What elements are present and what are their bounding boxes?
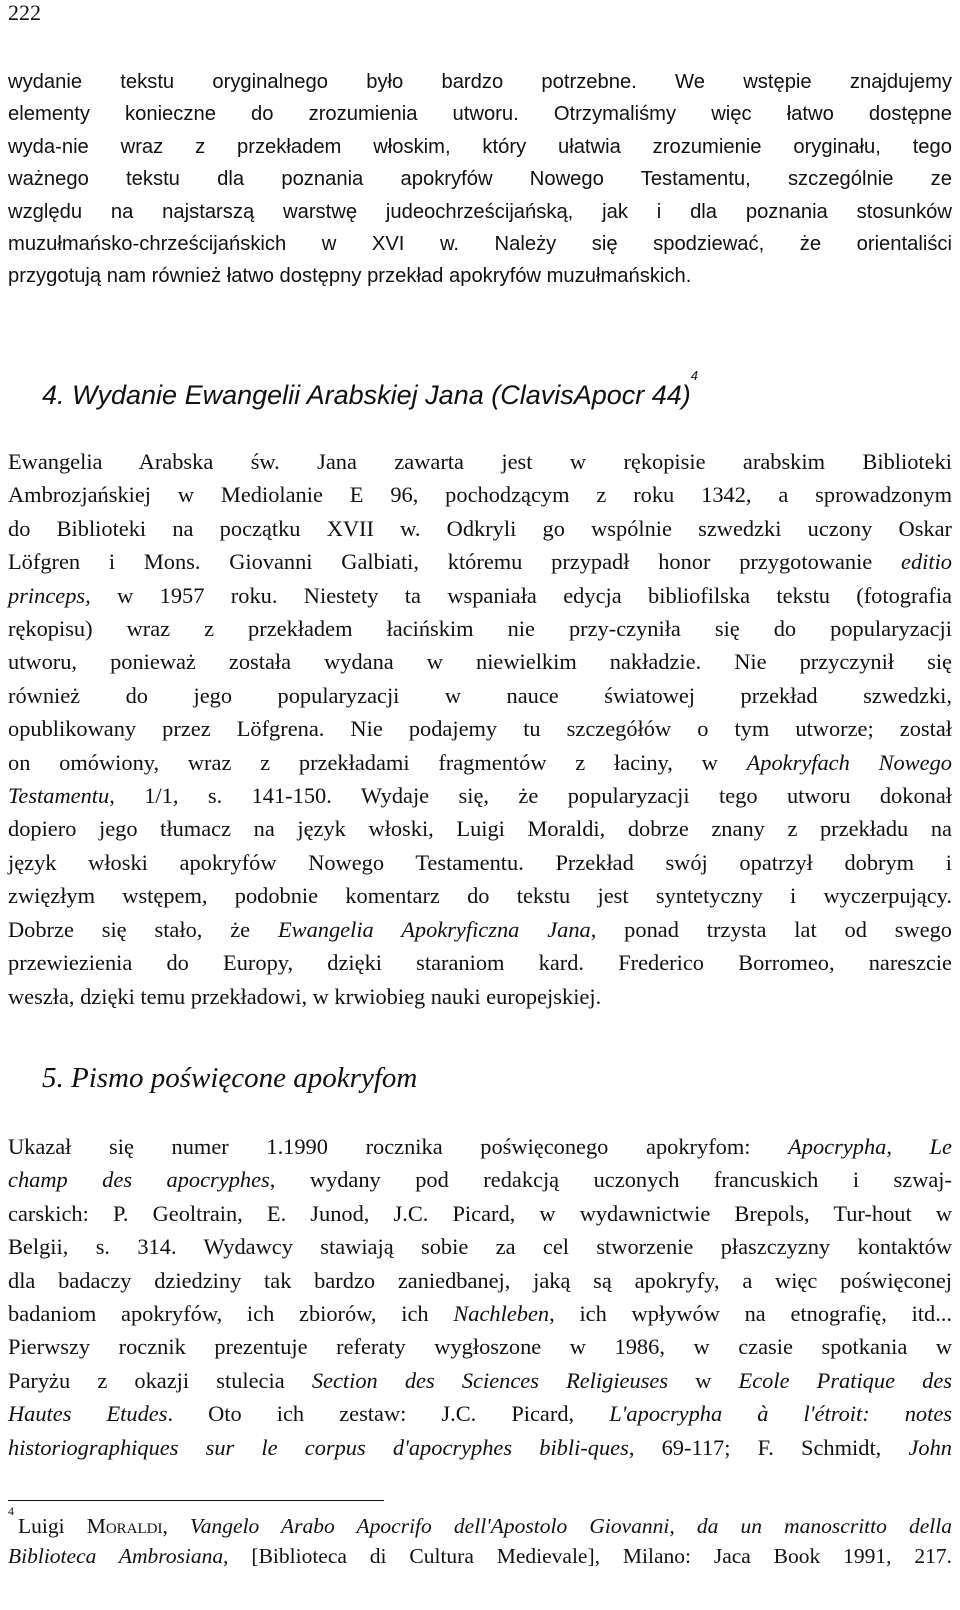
text-line: muzułmańsko-chrześcijańskich w XVI w. Należy się spodziewać, że orientaliści	[8, 233, 952, 256]
text-line	[8, 913, 952, 946]
italic-run: Nachleben	[453, 1301, 550, 1327]
italic-run: Testamentu	[8, 783, 110, 809]
text-run: Ukazał się numer 1.1990 rocznika poświęconego apokryfom:	[8, 1134, 789, 1159]
text-run: , wydany pod redakcją uczonych francuskich i szwaj-	[269, 1167, 952, 1193]
text-line: wyda-nie wraz z przekładem włoskim, który ułatwia zrozumienie oryginału, tego	[8, 135, 952, 158]
text-line	[8, 1364, 952, 1397]
text-run: on omówiony, wraz z przekładami fragmentów z łaciny, w	[8, 749, 747, 775]
text-line	[8, 579, 952, 612]
text-line: rękopisu) wraz z przekładem łacińskim nie przy-czyniła się do popularyzacji	[8, 616, 952, 642]
text-line: utworu, ponieważ została wydana w niewielkim nakładzie. Nie przyczynił się	[8, 649, 952, 675]
text-line	[8, 545, 952, 578]
text-line	[8, 779, 952, 812]
text-line	[8, 1297, 952, 1330]
italic-run: Hautes Etudes	[8, 1401, 168, 1427]
text-line	[8, 1431, 952, 1464]
footnote	[8, 1506, 952, 1571]
text-line: Ewangelia Arabska św. Jana zawarta jest w rękopisie arabskim Biblioteki	[8, 449, 952, 474]
text-line	[8, 1130, 952, 1163]
text-run: , ponad trzysta lat od swego	[590, 916, 952, 942]
italic-run: Ewangelia Apokryficzna Jana	[277, 916, 591, 942]
text-line	[8, 1163, 952, 1196]
italic-run: historiographiques sur le corpus d'apocryphes bibli-ques	[8, 1434, 629, 1460]
footnote-line	[8, 1506, 952, 1541]
footnote-mark: 4	[8, 1504, 14, 1518]
italic-run: champ des apocryphes	[8, 1167, 270, 1193]
text-run: Luigi M	[18, 1514, 106, 1539]
text-line: Pierwszy rocznik prezentuje referaty wygłoszone w 1986, w czasie spotkania w	[8, 1334, 952, 1360]
section-heading-4-text: 4. Wydanie Ewangelii Arabskiej Jana (ClavisApocr 44)	[42, 380, 691, 410]
text-line: również do jego popularyzacji w nauce światowej przekład szwedzki,	[8, 682, 952, 708]
text-line: opublikowany przez Löfgrena. Nie podajemy tu szczegółów o tym utworze; został	[8, 716, 952, 742]
text-line	[8, 746, 952, 779]
text-line: elementy konieczne do zrozumienia utworu. Otrzymaliśmy więc łatwo dostępne	[8, 103, 952, 126]
text-run: w 1957 roku. Niestety ta wspaniała edycja bibliofilska tekstu (fotografia	[90, 582, 952, 608]
text-run: , 1/1, s. 141-150. Wydaje się, że popularyzacji tego utworu dokonał	[109, 783, 952, 809]
italic-run: L'apocrypha à l'étroit: notes	[609, 1401, 952, 1427]
text-line: do Biblioteki na początku XVII w. Odkryli go wspólnie szwedzki uczony Oskar	[8, 515, 952, 541]
text-run: w	[668, 1367, 739, 1393]
text-line: carskich: P. Geoltrain, E. Junod, J.C. Picard, w wydawnictwie Brepols, Tur-hout w	[8, 1200, 952, 1226]
text-line: dla badaczy dziedziny tak bardzo zaniedbanej, jaką są apokryfy, a więc poświęconej	[8, 1267, 952, 1293]
text-line: język włoski apokryfów Nowego Testamentu. Przekład swój opatrzył dobrym i	[8, 849, 952, 875]
italic-run: John	[908, 1434, 952, 1460]
italic-run: Apokryfach Nowego	[746, 749, 952, 775]
text-line: przewiezienia do Europy, dzięki staraniom kard. Frederico Borromeo, nareszcie	[8, 950, 952, 976]
section-heading-5-text: 5. Pismo poświęcone apokryfom	[42, 1062, 418, 1094]
footnote-ref: 4	[690, 368, 699, 383]
text-run: . Oto ich zestaw: J.C. Picard,	[167, 1401, 610, 1427]
text-line: ważnego tekstu dla poznania apokryfów Nowego Testamentu, szczególnie ze	[8, 168, 952, 191]
italic-run: Vangelo Arabo Apocrifo dell'Apostolo Giovanni, da un manoscritto della	[190, 1514, 952, 1539]
italic-run: editio	[901, 549, 952, 575]
text-run: , [Biblioteca di Cultura Medievale], Milano: Jaca Book 1991, 217.	[223, 1544, 953, 1569]
text-line: Ambrozjańskiej w Mediolanie E 96, pochodzącym z roku 1342, a sprowadzonym	[8, 482, 952, 508]
text-run: Löfgren i Mons. Giovanni Galbiati, któremu przypadł honor przygotowanie	[8, 549, 901, 575]
text-run: Paryżu z okazji stulecia	[8, 1367, 312, 1393]
italic-run: Section des Sciences Religieuses	[311, 1367, 669, 1393]
text-line: dopiero jego tłumacz na język włoski, Luigi Moraldi, dobrze znany z przekładu na	[8, 816, 952, 842]
text-run: badaniom apokryfów, ich zbiorów, ich	[8, 1301, 454, 1327]
section-heading-4	[42, 368, 699, 411]
italic-run: Apocrypha, Le	[788, 1134, 952, 1159]
text-run: , 69-117; F. Schmidt,	[628, 1434, 909, 1460]
text-line	[8, 1397, 952, 1430]
text-line: zwięzłym wstępem, podobnie komentarz do tekstu jest syntetyczny i wyczerpujący.	[8, 883, 952, 909]
text-line: Belgii, s. 314. Wydawcy stawiają sobie za cel stworzenie płaszczyzny kontaktów	[8, 1234, 952, 1260]
footnote-line	[8, 1541, 952, 1571]
text-line: wydanie tekstu oryginalnego było bardzo potrzebne. We wstępie znajdujemy	[8, 71, 952, 93]
footnote-divider	[8, 1500, 384, 1501]
italic-run: Ecole Pratique des	[738, 1367, 952, 1393]
paragraph-intro	[8, 66, 952, 293]
text-line: przygotują nam również łatwo dostępny przekład apokryfów muzułmańskich.	[8, 265, 692, 288]
page-number: 222	[8, 0, 41, 25]
text-line: weszła, dzięki temu przekładowi, w krwiobieg nauki europejskiej.	[8, 983, 602, 1009]
italic-run: Biblioteca Ambrosiana	[8, 1544, 224, 1569]
italic-run: princeps,	[8, 582, 91, 608]
paragraph-journal	[8, 1130, 952, 1464]
paragraph-arabic-gospel	[8, 445, 952, 1013]
text-line: względu na najstarszą warstwę judeochrześcijańską, jak i dla poznania stosunków	[8, 200, 952, 223]
text-run: , ich wpływów na etnografię, itd...	[549, 1301, 952, 1327]
section-heading-5	[42, 1062, 417, 1094]
text-run: Dobrze się stało, że	[8, 916, 278, 942]
text-run: ,	[162, 1514, 191, 1539]
small-caps-run: oraldi	[105, 1514, 163, 1539]
